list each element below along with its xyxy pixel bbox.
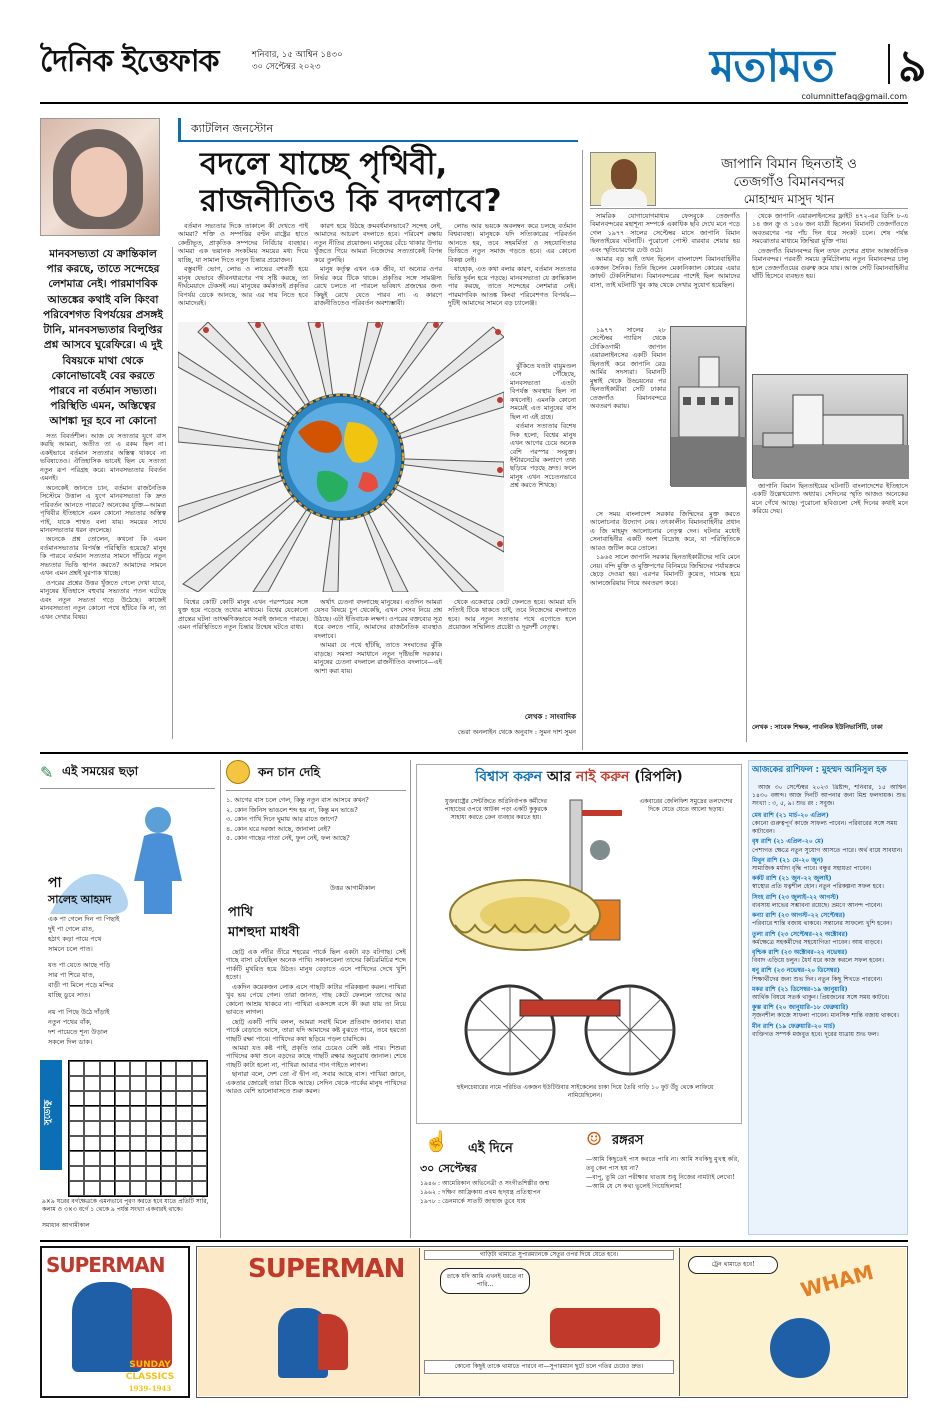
comic-car bbox=[550, 1308, 660, 1348]
rashifal-sign-text: আর্থিক বিষয়ে সতর্ক থাকুন। প্রিয়জনের সঙ্গে সময় কাটবে। bbox=[752, 994, 890, 1002]
article2-para: থেকে জাপানি এয়ারলাইনসের ফ্লাইট ৪৭২-এর ডিসি ৮-এ ১৪ জন ক্রু ও ১৫৬ জন যাত্রী ছিলেন। বিমানটি তেজগাঁওতে অবতরণের পর পাঁচ দিন ধরে সংকট চলে। শেষ পর্যন্ত সমঝোতার মাধ্যমে জিম্মিরা মুক্তি পায়। bbox=[752, 212, 908, 246]
rashifal-sign-text: স্বাস্থ্যের প্রতি যত্নশীল হোন। নতুন পরিকল্পনা সফল হবে। bbox=[752, 883, 884, 891]
sudoku-cell[interactable] bbox=[130, 1136, 145, 1151]
sudoku-cell[interactable] bbox=[69, 1166, 84, 1181]
article2-divider bbox=[746, 212, 747, 742]
sudoku-cell[interactable] bbox=[161, 1181, 176, 1196]
rashifal-sign-name: বৃশ্চিক রাশি (২৩ অক্টোবর–২২ নভেম্বর) bbox=[752, 948, 848, 956]
sudoku-cell[interactable] bbox=[69, 1151, 84, 1166]
pakhi-para: ছোট্ট একটি পাখি বলল, আমরা সবাই মিলে প্রতিবাদ জানাব। যারা পার্কে বেড়াতে আসে, তারা যদি আমাদের কষ্ট বুঝতে পারে, তবে হয়তো গাছটি রক্ষা পাবে। পাখিদের কথা ছড়িয়ে পড়ল চারদিকে। bbox=[226, 1017, 406, 1043]
rashifal-sign-text: কর্মক্ষেত্রে সহকর্মীদের সহযোগিতা পাবেন। আয় বাড়বে। bbox=[752, 938, 883, 946]
sunday-classics: SUNDAY CLASSICS bbox=[125, 1360, 175, 1382]
comic-caption-bottom: কোনো কিছুই তাকে থামাতে পারবে না—সুপারম্যান ছুটে চলে গতির চেয়েও দ্রুত। bbox=[424, 1360, 674, 1374]
airport-building-illustration bbox=[671, 327, 747, 487]
sudoku-cell[interactable] bbox=[115, 1121, 130, 1136]
sudoku-cell[interactable] bbox=[69, 1091, 84, 1106]
superman-cover-title: SUPERMAN bbox=[46, 1253, 165, 1277]
article1-para: থেকে একেবারে কেটে ফেলতে হবে। আমরা যদি সত্যিই টিকে থাকতে চাই, তবে নিজেদের বদলাতে হবে। আর নতুন সত্যতার পথে এগোতে হলে প্রয়োজন সম্মিলিত প্রচেষ্টা ও দূরদর্শী নেতৃত্ব। bbox=[448, 598, 576, 632]
article2-para: ১৯৬৫ সালে জাপানি সরকার ছিনতাইকারীদের দাবি মেনে নেয়। বন্দি মুক্তি ও মুক্তিপণের বিনিময়ে জিম্মিদের পর্যায়ক্রমে ছেড়ে দেওয়া হয়। এরপর বিমানটি কুয়েত, দামেস্ক হয়ে আলজেরিয়ায় গিয়ে অবতরণ করে। bbox=[590, 553, 740, 587]
rashifal-intro: আজ ৩০ সেপ্টেম্বর ২০২৩ খ্রিষ্টাব্দ, শনিবার, ১৫ আশ্বিন ১৪৩০ বঙ্গাব্দ। আজ দিনটি আপনার জন্য মিশ্র ফলদায়ক। শুভ সংখ্যা : ৩, ৫, ৯। শুভ রং : সবুজ। bbox=[752, 784, 906, 808]
sudoku-cell[interactable] bbox=[130, 1151, 145, 1166]
joke-line: —আমি যে সে কথা ভুলেই গিয়েছিলাম! bbox=[586, 1182, 682, 1190]
article2-footer: লেখক : সাবেক শিক্ষক, পাবলিক ইউনিভার্সিটি, ঢাকা bbox=[752, 724, 883, 731]
sudoku-cell[interactable] bbox=[84, 1181, 99, 1196]
pakhi-title: পাখি bbox=[228, 905, 253, 920]
poem-line: হঠাৎ কড়া পায়ে পথে bbox=[48, 935, 102, 944]
sudoku-cell[interactable] bbox=[146, 1091, 161, 1106]
article1-illustration bbox=[178, 322, 504, 592]
ripley-title-1: বিশ্বাস করুন bbox=[475, 769, 543, 785]
masthead-rule bbox=[40, 102, 908, 104]
rashifal-item bbox=[752, 986, 906, 1002]
article1-para: বর্তমান সভ্যতার দিকে তাকালে কী দেখতে পাই আমরা? শক্তি ও সম্পত্তির বণ্টন রাষ্ট্রের হাতে কেন্দ্রীভূত, প্রাকৃতিক সম্পদের নির্বিচার ব্যবহার। আমরা এক ভয়ানক সংকটময় সময়ের মধ্য দিয়ে যাচ্ছি, যা সামাল দিতে নতুন চিন্তার প্রয়োজন। bbox=[178, 222, 308, 264]
rashifal-item bbox=[752, 912, 906, 928]
sudoku-cell[interactable] bbox=[100, 1136, 115, 1151]
rashifal-sign-name: কুম্ভ রাশি (২০ জানুয়ারি–১৮ ফেব্রুয়ারি) bbox=[752, 1004, 849, 1012]
rongorosh-title: রঙ্গরস bbox=[612, 1133, 644, 1148]
sudoku-cell[interactable] bbox=[115, 1181, 130, 1196]
sudoku-cell[interactable] bbox=[130, 1106, 145, 1121]
airport-terminal-illustration bbox=[753, 375, 909, 479]
comics-rule bbox=[40, 1240, 908, 1242]
joke-line: —বাপু, তুমি তো পরীক্ষার খাতায় শুধু নিজের নামটাই লেখো! bbox=[586, 1173, 735, 1181]
divider-chhora bbox=[220, 760, 221, 1238]
rashifal-sign-name: তুলা রাশি (২৩ সেপ্টেম্বর–২২ অক্টোবর) bbox=[752, 930, 848, 938]
rashifal-item bbox=[752, 967, 906, 983]
joke-line: —আমি কিছুতেই পাস করতে পারি না। আমি সবকিছু মুখস্থ করি, তবু কেন পাস হয় না? bbox=[586, 1156, 740, 1172]
rashifal-sign-text: বিবাদ এড়িয়ে চলুন। ধৈর্য ধরে কাজ করলে সফল হবেন। bbox=[752, 957, 884, 965]
column-email: columnittefaq@gmail.com bbox=[801, 92, 907, 101]
rashifal-item bbox=[752, 931, 906, 947]
sudoku-cell[interactable] bbox=[84, 1166, 99, 1181]
sudoku-cell[interactable] bbox=[100, 1076, 115, 1091]
poem-line: সার পা শিরে যাত, bbox=[48, 971, 95, 980]
article2-headline-2: তেজগাঁও বিমানবন্দর bbox=[733, 174, 845, 190]
newspaper-logo: দৈনিক ইত্তেফাক bbox=[40, 44, 219, 79]
rashifal-sign-text: পরিবারে শান্তি বজায় থাকবে। সন্তানের সাফল্যে খুশি হবেন। bbox=[752, 920, 892, 928]
ripley-caption-3: হুইলচেয়ারের নামে পরিচিত একজন ইউটিউবার সাইকেলের চাকা দিয়ে তৈরি গাড়ি ১০ ফুট উঁচু থেকে লাফিয়ে নামিয়েছিলেন। bbox=[456, 1084, 714, 1100]
sudoku-cell[interactable] bbox=[192, 1076, 207, 1091]
sudoku-cell[interactable] bbox=[69, 1121, 84, 1136]
article1-para: মানুষ কর্তৃত্ব এখন এক জীব, যা অন্যের ওপর নির্ভর করে টিকে থাকে। প্রকৃতির সঙ্গে সামঞ্জস্য রেখে চলতে না পারলে ভবিষ্যৎ প্রজন্মের জন্য কিছুই রেখে যেতে পারব না। এ কারণে রাজনীতিতেও পরিবর্তন অবশ্যম্ভাবী। bbox=[314, 265, 442, 308]
article1-para: ঝুঁকিতে যতটা বায়ুমণ্ডল এসে পৌঁছেছে, মানবসভ্যতা এতটা বিপর্যস্ত অবস্থায় ছিল না কখনোই। এমনকি কোনো সময়েই এত মানুষের বাস ছিল না এই গ্রহে। bbox=[510, 362, 576, 421]
poem-line: সামনে চলে পাত। bbox=[48, 945, 93, 954]
article2-headline-1: জাপানি বিমান ছিনতাই ও bbox=[721, 156, 857, 172]
poem-line: বাড়ী পা মিলে পড়ে মন্দির bbox=[48, 981, 114, 990]
sudoku-cell[interactable] bbox=[146, 1061, 161, 1076]
sudoku-cell[interactable] bbox=[176, 1106, 191, 1121]
article2-author-photo bbox=[590, 152, 656, 206]
airport-photo-2 bbox=[752, 374, 908, 478]
poem-body bbox=[48, 914, 208, 1047]
rashifal-sign-name: কন্যা রাশি (২৩ আগস্ট–২২ সেপ্টেম্বর) bbox=[752, 912, 846, 920]
superman-cover-cape bbox=[132, 1288, 172, 1368]
sudoku-cell[interactable] bbox=[130, 1181, 145, 1196]
sudoku-cell[interactable] bbox=[161, 1061, 176, 1076]
sudoku-cell[interactable] bbox=[146, 1136, 161, 1151]
event-item: ১৯৭৮ : ডেনমার্কে সাতটি জাহাজ ডুবে যায় bbox=[420, 1197, 526, 1205]
article1-col2-bottom bbox=[178, 598, 308, 724]
sudoku-cell[interactable] bbox=[115, 1136, 130, 1151]
masks-icon: ☺ bbox=[586, 1129, 603, 1150]
article2-para: আমার বড় ভাই তখন ছিলেন বাংলাদেশ বিমানবাহিনীর একজন সৈনিক। তিনি ছিলেন মেকানিক্যাল কোরের এয়ার ক্রাফট টেকনিশিয়ান। বিমানবন্দরের পাশেই ছিল আমাদের বাসা, তাই ঘটনাটি খুব কাছ থেকে দেখার সুযোগ হয়েছিল। bbox=[590, 255, 740, 289]
comic-logo: SUPERMAN bbox=[248, 1254, 405, 1284]
article1-col3-bottom bbox=[314, 598, 442, 724]
sudoku-cell[interactable] bbox=[100, 1166, 115, 1181]
sudoku-cell[interactable] bbox=[161, 1121, 176, 1136]
quiz-item: ৩. কোন পাখি দিনে ঘুমায় আর রাতে জাগে? bbox=[226, 815, 338, 824]
comic-panel-1 bbox=[198, 1248, 420, 1396]
divider-quiz bbox=[410, 760, 411, 1238]
rashifal-sign-name: মিথুন রাশি (২১ মে–২০ জুন) bbox=[752, 856, 824, 864]
chhora-header bbox=[40, 760, 220, 786]
sudoku-cell[interactable] bbox=[100, 1061, 115, 1076]
rashifal-sign-text: কোনো গুরুত্বপূর্ণ কাজে সাফল্য পাবেন। পরিবারের সঙ্গে সময় কাটাবেন। bbox=[752, 819, 898, 836]
on-this-day-date: ৩০ সেপ্টেম্বর bbox=[420, 1162, 477, 1175]
article1-para: সত্য বিবর্তশীল। আজ যে সত্যতার যুগে বাস করছি আমরা, অতীত তা এ রকম ছিল না। একইভাবে বর্তমান সত্যতার অস্তিত্ব থাকবে না ভবিষ্যতেও। ঐতিহাসিক ভাবেই ছিল যে সত্যতা নতুন রূপ পরিগ্রহ করে। মানবসভ্যতার বিবর্তন এমনই। bbox=[40, 432, 166, 483]
sudoku-cell[interactable] bbox=[192, 1091, 207, 1106]
sudoku-cell[interactable] bbox=[192, 1181, 207, 1196]
sudoku-solution-note: সমাধান আগামীকাল bbox=[42, 1222, 90, 1229]
rashifal-sign-text: সামাজিক মর্যাদা বৃদ্ধি পাবে। বন্ধুর সহায়তা পাবেন। bbox=[752, 864, 872, 872]
sudoku-cell[interactable] bbox=[176, 1151, 191, 1166]
sudoku-cell[interactable] bbox=[161, 1076, 176, 1091]
article2-para: তেজগাঁও বিমানবন্দর ছিল তখন দেশের প্রধান আন্তর্জাতিক বিমানবন্দর। পরবর্তী সময়ে কুর্মিটোলায় নতুন বিমানবন্দর চালু হলে তেজগাঁওয়ের গুরুত্ব কমে যায়। আজ সেটি বিমানবাহিনীর ঘাঁটি হিসেবে ব্যবহৃত হয়। bbox=[752, 246, 908, 281]
article1-col4-bottom bbox=[448, 598, 576, 708]
top-section-rule bbox=[40, 752, 908, 754]
author-byline-box bbox=[178, 118, 338, 140]
on-this-day-title: এই দিনে bbox=[468, 1141, 513, 1156]
sudoku-cell[interactable] bbox=[130, 1091, 145, 1106]
comic-hero-cape bbox=[318, 1314, 348, 1370]
sudoku-cell[interactable] bbox=[115, 1106, 130, 1121]
article1-footer: লেখক : সাংবাদিক bbox=[524, 712, 576, 721]
quiz-item: ৪. কোন ঘরে দরজা আছে, জানালা নেই? bbox=[226, 824, 331, 833]
article1-para: আমরা যে পথে হাঁটছি, তাতে সংঘাতের ঝুঁকি বাড়ছে। সমস্যা সমাধানে নতুন দৃষ্টিভঙ্গি দরকার। মানুষের চেতনা বদলালে রাজনীতিও বদলাবে—এই আশা করা যায়। bbox=[314, 641, 442, 675]
wheel-cart-illustration bbox=[450, 970, 700, 1080]
article1-para: বিশ্বের কোটি কোটি মানুষ এখন পরস্পরের সঙ্গে যুক্ত হয়ে পড়েছে তথ্যের মাধ্যমে। বিশ্বের যেকোনো প্রান্তের ঘটনা তাৎক্ষণিকভাবে সবাই জানতে পারছে। এমন পরিস্থিতিতে নতুন চিন্তার উন্মেষ ঘটতে বাধ্য। bbox=[178, 598, 308, 632]
article1-translator: ভেরা অনলাইন থেকে অনুবাদ : সুমন দাশ সুমন bbox=[457, 728, 576, 736]
sudoku-cell[interactable] bbox=[161, 1151, 176, 1166]
sudoku-cell[interactable] bbox=[84, 1076, 99, 1091]
jellyfish-illustration bbox=[440, 870, 610, 960]
page-number: ৯ bbox=[898, 41, 927, 92]
sudoku-cell[interactable] bbox=[84, 1151, 99, 1166]
rashifal-sign-name: মীন রাশি (১৯ ফেব্রুয়ারি–২০ মার্চ) bbox=[752, 1022, 836, 1030]
sudoku-cell[interactable] bbox=[146, 1166, 161, 1181]
poem-line: নয় পা পিছে উঠে দাঁড়াই bbox=[48, 1007, 110, 1016]
pakhi-para: আমরা যত কষ্ট পাই, প্রকৃতি তার চেয়েও বেশি কষ্ট পায়। শিশুরা পাখিদের কথা শুনে বড়দের কাছে গাছটি রক্ষার অনুরোধ জানাল। শেষে গাছটি কাটা হলো না, পাখিরা আবার গান গাইতে লাগল। bbox=[226, 1043, 406, 1069]
sudoku-cell[interactable] bbox=[176, 1076, 191, 1091]
ripley-title-3: নাই করুন bbox=[575, 769, 630, 785]
article1-para: অনেকেই জানতে চান, বর্তমান রাজনৈতিক সিস্টেমে উত্তাল এ যুগে মানবসভ্যতা কি দ্রুত পরিবর্তন আনতে পারবে? অনেকের যুক্তি—আমরা পৃথিবীর ইতিহাসে এমন কোনো সভ্যতার অস্তিত্ব পাই, যাকে শাশ্বত বলা যায়। সময়ের সাথে মানবসভ্যতার ধরন বদলেছে। bbox=[40, 483, 166, 534]
rashifal-item bbox=[752, 1004, 906, 1020]
article1-para: বস্তুবাদী ভোগ, লোভ ও লাভের বশবর্তী হয়ে মানুষ যেভাবে জীবনধারণের পথ সৃষ্টি করছে, তা দীর্ঘমেয়াদে টেকসই নয়। মানুষের কর্মকাণ্ডই প্রকৃতির বিপর্যয় ডেকে আনছে, আর এর দায় নিতে হবে আমাদেরই। bbox=[178, 265, 308, 308]
sudoku-label-text: সুডোকু bbox=[43, 1100, 53, 1126]
sudoku-cell[interactable] bbox=[176, 1136, 191, 1151]
sudoku-cell[interactable] bbox=[115, 1091, 130, 1106]
sudoku-cell[interactable] bbox=[100, 1181, 115, 1196]
comic-hero-2 bbox=[770, 1318, 830, 1378]
chhora-rule bbox=[40, 788, 215, 789]
sudoku-cell[interactable] bbox=[84, 1121, 99, 1136]
comic-caption-top: গাড়িটা থামাতে সুপারম্যানকে সেতুর ওপর দিয়ে যেতে হবে। bbox=[424, 1250, 674, 1260]
sudoku-cell[interactable] bbox=[146, 1076, 161, 1091]
sudoku-cell[interactable] bbox=[176, 1121, 191, 1136]
rashifal-item bbox=[752, 857, 906, 873]
sudoku-cell[interactable] bbox=[146, 1106, 161, 1121]
sudoku-cell[interactable] bbox=[69, 1076, 84, 1091]
article1-para: লোভ আর ভয়কে অবলম্বন করে চলছে বর্তমান বিশ্বব্যবস্থা। মানুষকে যদি সত্যিকারের পরিবর্তন আনতে হয়, তবে সহমর্মিতা ও সহযোগিতার ভিত্তিতে নতুন সমাজ গড়তে হবে। এর কোনো বিকল্প নেই। bbox=[448, 222, 576, 264]
sudoku-cell[interactable] bbox=[176, 1091, 191, 1106]
sudoku-cell[interactable] bbox=[100, 1091, 115, 1106]
article2-col1 bbox=[590, 212, 740, 322]
sudoku-cell[interactable] bbox=[115, 1061, 130, 1076]
rashifal-sign-text: শিক্ষার্থীদের জন্য শুভ দিন। নতুন কিছু শিখতে পারবেন। bbox=[752, 975, 883, 983]
sudoku-cell[interactable] bbox=[115, 1166, 130, 1181]
poem-line: যত পা যেতে আছে পড়ি bbox=[48, 961, 111, 970]
chhora-section-title: এই সময়ের ছড়া bbox=[62, 764, 139, 778]
sudoku-cell[interactable] bbox=[84, 1061, 99, 1076]
article2-author: মোহাম্মদ মাসুদ খান bbox=[743, 192, 835, 206]
article1-pullquote: মানবসভ্যতা যে ক্রান্তিকাল পার করছে, তাতে সন্দেহের লেশমাত্র নেই। পারমাণবিক আতঙ্কের কথাই বলি কিংবা পরিবেশগত বিপর্যয়ের প্রসঙ্গই টানি, মানবসভ্যতার বিলুপ্তির প্রশ্ন আসবে ঘুরেফিরে। এ দুই বিষয়কে মাথা থেকে কোনোভাবেই বের করতে পারবে না বর্তমান সভ্যতা। পরিস্থিতি এমন, অস্তিত্বের আশঙ্কা দূর হবে না কোনো bbox=[43, 248, 163, 427]
rashifal-title: আজকের রাশিফল : মুহম্মদ আনিসুল হক bbox=[752, 764, 887, 774]
ripley-illustration-2 bbox=[440, 870, 610, 960]
article2-col1b bbox=[590, 326, 666, 508]
article2-para: সে সময় বাংলাদেশ সরকার জিম্মিদের মুক্ত করতে আলোচনার উদ্যোগ নেয়। তৎকালীন বিমানবাহিনীর প্রধান এ জি মাহমুদ আলোচনার নেতৃত্ব দেন। ঘটনার মধ্যেই সেনাবাহিনীর একটি অংশ বিদ্রোহ করে, যা পরিস্থিতিকে আরও জটিল করে তোলে। bbox=[590, 510, 740, 552]
article2-para: জাপানি বিমান ছিনতাইয়ের ঘটনাটি বাংলাদেশের ইতিহাসে একটি উল্লেখযোগ্য অধ্যায়। সেদিনের স্মৃতি আজও অনেকের মনে গেঁথে আছে। পুরোনো ছবিগুলো সেই দিনের কথাই মনে করিয়ে দেয়। bbox=[752, 482, 908, 516]
sudoku-cell[interactable] bbox=[69, 1136, 84, 1151]
sudoku-instructions: ৯×৯ ঘরের বর্গক্ষেত্রকে এমনভাবে পূরণ করতে হবে যাতে প্রতিটি সারি, কলাম ও ৩×৩ বর্গে ১ থেকে ৯ পর্যন্ত সংখ্যা একবারই থাকে। bbox=[42, 1198, 209, 1214]
sudoku-label bbox=[40, 1060, 62, 1170]
photo-body bbox=[601, 189, 647, 207]
pakhi-author: মাশহুদা মাধবী bbox=[228, 925, 300, 940]
article2-head-rule bbox=[590, 208, 908, 209]
airport-photo bbox=[670, 326, 746, 486]
rashifal-list bbox=[752, 784, 906, 1232]
byline-rule bbox=[178, 140, 578, 142]
article1-headline: বদলে যাচ্ছে পৃথিবী, রাজনীতিও কি বদলাবে? bbox=[200, 146, 502, 220]
rashifal-item bbox=[752, 838, 906, 854]
ripley-caption-1: যুক্তরাষ্ট্রের সেন্টজিতে অগ্নিনির্বাপক কর্মীদের পাহাড়ের ওপরে আটকা পড়া একটি কুকুরকে সাহায্য করতে ক্রেন ব্যবহার করতে হয়। bbox=[444, 798, 548, 822]
pen-icon: ✎ bbox=[40, 763, 54, 782]
sudoku-cell[interactable] bbox=[192, 1106, 207, 1121]
sudoku-cell[interactable] bbox=[115, 1151, 130, 1166]
sudoku-cell[interactable] bbox=[130, 1121, 145, 1136]
poem-line: সকলে দিল ডাক। bbox=[48, 1037, 93, 1046]
quiz-section-title: কন চান দেহি bbox=[258, 765, 320, 779]
sudoku-cell[interactable] bbox=[176, 1166, 191, 1181]
sudoku-cell[interactable] bbox=[161, 1136, 176, 1151]
sudoku-cell[interactable] bbox=[84, 1106, 99, 1121]
speech-bubble-1: তাকে যদি আমি এখনই ধরতে না পারি... bbox=[440, 1268, 530, 1294]
sudoku-cell[interactable] bbox=[192, 1061, 207, 1076]
cartoon-face-icon bbox=[226, 760, 250, 784]
sudoku-cell[interactable] bbox=[192, 1121, 207, 1136]
missiles-globe-illustration bbox=[178, 322, 504, 592]
col-divider bbox=[172, 247, 173, 739]
article2-col2 bbox=[752, 212, 908, 372]
poem-line: যাচ্ছি ডুবে সাত। bbox=[48, 991, 91, 1000]
ripley-illustration-3 bbox=[450, 970, 700, 1080]
rashifal-sign-name: মেষ রাশি (২১ মার্চ–২০ এপ্রিল) bbox=[752, 811, 829, 819]
event-item: ১৯৬২ : দক্ষিণ আফ্রিকায় প্রথম হৃদ্‌যন্ত্র প্রতিস্থাপন bbox=[420, 1188, 541, 1196]
masthead bbox=[40, 38, 927, 92]
sudoku-cell[interactable] bbox=[130, 1061, 145, 1076]
comic-sfx: WHAM bbox=[798, 1259, 876, 1303]
sudoku-cell[interactable] bbox=[130, 1166, 145, 1181]
quiz-header bbox=[226, 760, 406, 788]
rashifal-item bbox=[752, 949, 906, 965]
ripley-title bbox=[416, 768, 742, 786]
rashifal-item bbox=[752, 894, 906, 910]
photo-face bbox=[71, 147, 127, 217]
rashifal-item bbox=[752, 812, 906, 837]
on-this-day-events bbox=[420, 1180, 580, 1207]
sudoku-cell[interactable] bbox=[146, 1121, 161, 1136]
quiz-rule bbox=[226, 790, 406, 791]
sudoku-cell[interactable] bbox=[146, 1151, 161, 1166]
poem-author: সালেহ আহমদ bbox=[48, 893, 112, 906]
article2-para: ১৯৭৭ সালের ২৮ সেপ্টেম্বর প্যারিস থেকে টোকিওগামী জাপান এয়ারলাইনসের একটি বিমান ছিনতাই করে জাপানি রেড আর্মির সদস্যরা। বিমানটি মুম্বাই থেকে উড্ডয়নের পর ছিনতাইকারীরা সেটি ঢাকার তেজগাঁও বিমানবন্দরে অবতরণ করায়। bbox=[590, 326, 666, 411]
rashifal-sign-name: মকর রাশি (২১ ডিসেম্বর–১৯ জানুয়ারি) bbox=[752, 985, 848, 993]
article1-para: কারণ হয়ে উঠছে ক্রমবর্ধমানভাবে? সন্দেহ নেই, আমাদের আচরণ বদলাতে হবে। পরিবেশ রক্ষায় নতুন নীতির প্রয়োজন। মানুষের বেঁচে থাকার উপায় খুঁজতে গিয়ে আমরা নিজেদের সত্যতাকেই বিপন্ন করে তুলছি। bbox=[314, 222, 442, 264]
article1-col2-top bbox=[178, 222, 308, 320]
pakhi-para: ছানারা বলে, দেশ তো ঐ দ্বীপ না, সবার আছে বাস। পাখিরা জানে, একতার জোরেই তারা টিকে আছে। সেদিন থেকে পার্কের মানুষ পাখিদের আরও বেশি ভালোবাসতে শুরু করল। bbox=[226, 1070, 406, 1096]
article1-para: অর্থাৎ চেতনা বদলাচ্ছে মানুষের। এতদিন আমরা যেসব বিষয়ে চুপ থেকেছি, এখন সেসব নিয়ে প্রশ্ন উঠছে। এটা ইতিবাচক লক্ষণ। ওপরের বক্তব্যের সূত্র ধরে বলতে পারি, আমাদের রাজনৈতিক ব্যবস্থাও বদলাবে। bbox=[314, 598, 442, 640]
ripley-title-2: আর bbox=[547, 769, 572, 785]
article1-para: অনেকে প্রশ্ন তোলেন, কখনো কি এমন বর্তমানসভ্যতার বিপর্যস্ত পরিস্থিতি হয়েছে? মানুষ কি পারবে বর্তমান সত্যতার সামনে দাঁড়িয়ে নতুন সভ্যতার ভিত্তি স্থাপন করতে? আমাদের সামনে এখন এমন প্রশ্নই ঘুরপাক খাচ্ছে। bbox=[40, 535, 166, 578]
quiz-item: ২. কোন জিনিস ভাঙলে শব্দ হয় না, কিন্তু মন ভাঙে? bbox=[226, 805, 358, 814]
sudoku-cell[interactable] bbox=[161, 1091, 176, 1106]
rashifal-sign-text: ব্যবসায় লাভের সম্ভাবনা রয়েছে। ভ্রমণে আনন্দ পাবেন। bbox=[752, 901, 883, 909]
sudoku-cell[interactable] bbox=[161, 1106, 176, 1121]
speech-bubble-2: ট্রেন থামাতে হবে! bbox=[688, 1256, 778, 1274]
pakhi-para: একদিন কয়েকজন লোক এসে গাছটি কাটার পরিকল্পনা করল। পাখিরা খুব ভয় পেয়ে গেল। তারা জানত, গাছ কেটে ফেললে তাদের আর কোনো আশ্রয় থাকবে না। পাখিরা একসঙ্গে বসে কী করা যায় তা নিয়ে ভাবতে লাগল। bbox=[226, 982, 406, 1017]
article2-col2b bbox=[752, 482, 908, 722]
pakhi-body bbox=[226, 948, 406, 1238]
poem-line: দুই পা গেলে রাত, bbox=[48, 925, 95, 934]
rashifal-sign-text: সৃজনশীল কাজে সাফল্য পাবেন। মানসিক শান্তি বজায় থাকবে। bbox=[752, 1012, 899, 1020]
sudoku-grid[interactable] bbox=[68, 1060, 208, 1197]
rashifal-sign-name: ধনু রাশি (২৩ নভেম্বর–২০ ডিসেম্বর) bbox=[752, 967, 840, 975]
sudoku-cell[interactable] bbox=[100, 1106, 115, 1121]
quiz-item: ৫. কোন গাছের পাতা নেই, ফুল নেই, ফল আছে? bbox=[226, 834, 350, 843]
section-title: মতামত bbox=[710, 41, 834, 92]
rashifal-sign-text: ব্যক্তিগত সম্পর্ক মজবুত হবে। দূরের যাত্রায় শুভ ফল। bbox=[752, 1030, 879, 1038]
sudoku-cell[interactable] bbox=[176, 1061, 191, 1076]
article1-para: ওপরের প্রশ্নের উত্তর খুঁজতে গেলে দেখা যাবে, মানুষের ইতিহাসে বহুবার সভ্যতার পতন ঘটেছে এবং নতুন সভ্যতা গড়ে উঠেছে। কাজেই মানবসভ্যতা নতুন কোনো পথে হাঁটবে কি না, তা এখন দেখার বিষয়। bbox=[40, 578, 166, 621]
sudoku-cell[interactable] bbox=[84, 1136, 99, 1151]
ripley-caption-2: একবারের জেলিফিশ সমুদ্রের তলদেশের দিকে যেতে যেতে আলো ছড়ায়। bbox=[639, 798, 733, 814]
sudoku-cell[interactable] bbox=[130, 1076, 145, 1091]
sudoku-cell[interactable] bbox=[100, 1151, 115, 1166]
article1-col1 bbox=[40, 432, 166, 742]
sudoku-cell[interactable] bbox=[115, 1076, 130, 1091]
author-photo bbox=[40, 118, 160, 236]
poem-line: নতুন পথের বাঁক, bbox=[48, 1017, 92, 1026]
sudoku-cell[interactable] bbox=[84, 1091, 99, 1106]
article2-col1c bbox=[590, 510, 740, 746]
sudoku-cell[interactable] bbox=[100, 1121, 115, 1136]
rashifal-item bbox=[752, 875, 906, 891]
rashifal-sign-text: পেশাগত ক্ষেত্রে নতুন সুযোগ আসতে পারে। অর্থ ব্যয়ে সাবধান। bbox=[752, 846, 903, 854]
title-divider bbox=[888, 44, 890, 84]
article1-author: ক্যাটলিন জনস্টোন bbox=[191, 122, 274, 135]
comic-panel-2 bbox=[420, 1248, 680, 1396]
event-item: ১৯৪৬ : আমেরিকান অভিনেত্রী ও সংগীতশিল্পীর জন্ম bbox=[420, 1180, 550, 1187]
article1-para: বর্তমান সত্যতার বিশেষ দিক হলো, বিশ্বের মানুষ এখন আগের চেয়ে অনেক বেশি পরস্পর সংযুক্ত। ইন্টারনেটের কল্যাণে তথ্য ছড়িয়ে পড়ছে দ্রুত। ফলে মানুষ এখন সচেতনভাবে প্রশ্ন করতে শিখছে। bbox=[510, 422, 576, 490]
rashifal-sign-name: কর্কট রাশি (২১ জুন–২২ জুলাই) bbox=[752, 875, 832, 883]
rongorosh-header bbox=[586, 1128, 736, 1154]
cover-years: 1939–1943 bbox=[128, 1384, 172, 1393]
article1-col4-mid bbox=[510, 362, 576, 594]
poem-line: দশ পায়েতে শূন্য উড়াল bbox=[48, 1027, 108, 1036]
article1-col3-top bbox=[314, 222, 442, 320]
sudoku-cell[interactable] bbox=[192, 1136, 207, 1151]
pakhi-para: ছোট্ট এক নদীর তীরে শহরের পার্কে ছিল একটা বড় বটগাছ। সেই গাছে বাসা বেঁধেছিল অনেক পাখি। সকালবেলা তাদের কিচিরমিচির শব্দে পার্কটি মুখরিত হয়ে উঠত। মানুষ বেড়াতে এসে পাখিদের দেখে খুশি হতো। bbox=[226, 948, 406, 982]
date-line-1: শনিবার, ১৫ আশ্বিন ১৪৩০ bbox=[252, 50, 343, 60]
hand-icon: ☝ bbox=[424, 1129, 449, 1153]
rashifal-sign-name: বৃষ রাশি (২১ এপ্রিল–২০ মে) bbox=[752, 838, 824, 846]
rongorosh-body bbox=[586, 1156, 742, 1192]
rashifal-sign-name: সিংহ রাশি (২৩ জুলাই–২২ আগস্ট) bbox=[752, 893, 839, 901]
sudoku-cell[interactable] bbox=[192, 1151, 207, 1166]
poem-line: এক পা গেলে দিন পা পিছাই bbox=[48, 915, 120, 923]
sudoku-cell[interactable] bbox=[69, 1106, 84, 1121]
quiz-list bbox=[226, 796, 406, 844]
sudoku-cell[interactable] bbox=[69, 1061, 84, 1076]
sudoku-cell[interactable] bbox=[161, 1166, 176, 1181]
superman-cover bbox=[40, 1246, 190, 1398]
ripley-title-4: (রিপলি) bbox=[634, 769, 683, 785]
quiz-answer-note: উত্তর আগামীকাল bbox=[330, 884, 376, 892]
sudoku-cell[interactable] bbox=[69, 1181, 84, 1196]
comic-panel-3 bbox=[680, 1248, 906, 1396]
photo-head bbox=[611, 159, 637, 191]
date-line-2: ৩০ সেপ্টেম্বর ২০২৩ bbox=[252, 62, 321, 72]
sudoku-cell[interactable] bbox=[192, 1166, 207, 1181]
article2-para: সামরিক যোগাযোগমাধ্যম ফেসবুকে তেজগাঁও বিমানবন্দরের মহাশূন্য সম্পর্কে একাধিক ছবি দেখে মনে পড়ে গেল ১৯৭৭ সালের সেপ্টেম্বর মাসে জাপানি বিমান ছিনতাইয়ের ঘটনাটি। পুরোনো পোস্ট বারবার শেয়ার হয় এবং স্মৃতিচারণের ঢেউ ওঠে। bbox=[590, 212, 740, 254]
poem-title: পা bbox=[48, 875, 62, 891]
quiz-item: ১. আগের বাস চলে গেল, কিন্তু নতুন বাস আসবে কখন? bbox=[226, 796, 369, 804]
sudoku-cell[interactable] bbox=[146, 1181, 161, 1196]
rashifal-item bbox=[752, 1023, 906, 1039]
article1-para: যাহোক, এত কথা বলার কারণ, বর্তমান সত্যতার ভিত্তি দুর্বল হয়ে পড়ছে। মানবসভ্যতা যে ক্রান্তিকাল পার করছে, তাতে সন্দেহের লেশমাত্র নেই। পারমাণবিক আতঙ্ক কিংবা পরিবেশগত বিপর্যয়—দুটিই আমাদের সামনে বড় চ্যালেঞ্জ। bbox=[448, 265, 576, 308]
sudoku-cell[interactable] bbox=[176, 1181, 191, 1196]
